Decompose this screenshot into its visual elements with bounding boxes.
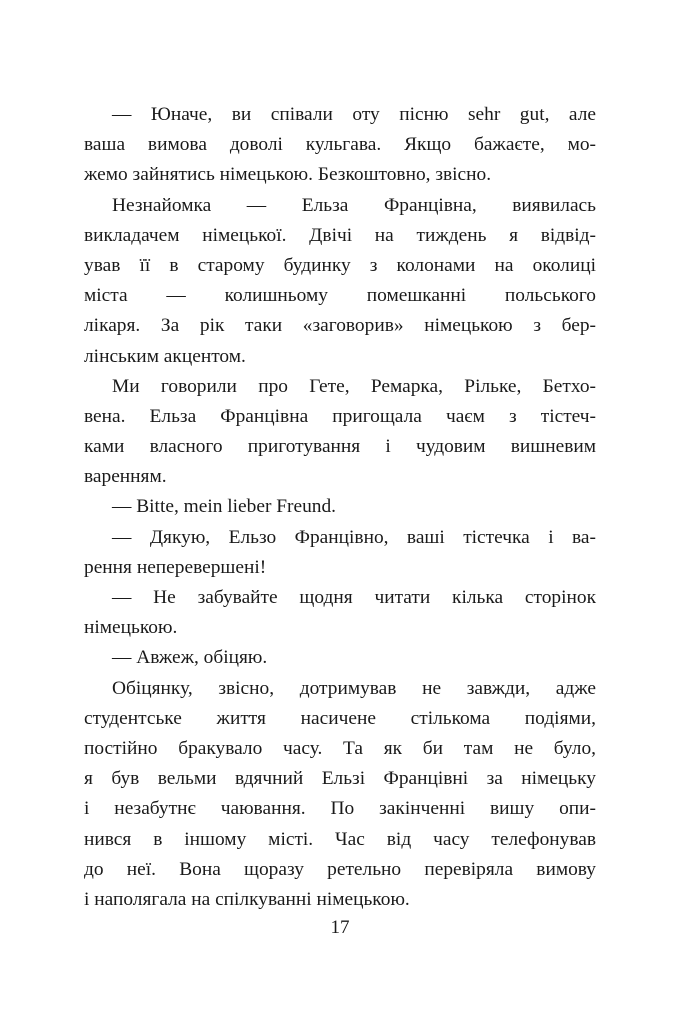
text-line: до неї. Вона щоразу ретельно перевіряла вимову: [84, 858, 596, 880]
text-line: рення неперевершені!: [84, 556, 267, 578]
text-line: ував її в старому будинку з колонами на околиці: [84, 254, 596, 276]
text-line: міста — колишньому помешканні польського: [84, 285, 596, 307]
text-line: студентське життя насичене стількома подіями,: [84, 707, 596, 729]
text-line: — Юначе, ви співали оту пісню sehr gut, але: [112, 104, 596, 125]
text-line: варенням.: [84, 466, 167, 488]
text-line: постійно бракувало часу. Та як би там не було,: [84, 737, 596, 759]
text-line: німецькою.: [84, 617, 178, 639]
text-line: — Авжеж, обіцяю.: [112, 647, 268, 669]
text-line: — Дякую, Ельзо Францівно, ваші тістечка і ва-: [112, 526, 596, 548]
text-line: ваша вимова доволі кульгава. Якщо бажаєте, мо-: [84, 134, 596, 156]
text-line: — Не забувайте щодня читати кілька сторінок: [112, 587, 596, 608]
text-line: і незабутнє чаювання. По закінченні вишу опи-: [84, 798, 596, 820]
text-line: я був вельми вдячний Ельзі Францівні за німецьку: [84, 768, 596, 790]
page-number: 17: [330, 917, 350, 938]
text-line: Ми говорили про Гете, Ремарка, Рільке, Бетхо-: [112, 375, 596, 397]
text-line: жемо зайнятись німецькою. Безкоштовно, звісно.: [84, 164, 492, 186]
page-text-block: [84, 100, 596, 915]
text-line: викладачем німецької. Двічі на тиждень я відвід-: [84, 224, 596, 246]
text-line: Незнайомка — Ельза Францівна, виявилась: [112, 194, 596, 216]
text-line: лікаря. За рік таки «заговорив» німецькою з бер-: [84, 315, 596, 337]
text-line: ками власного приготування і чудовим вишневим: [84, 436, 596, 458]
text-line: — Bitte, mein lieber Freund.: [112, 496, 337, 518]
text-line: нився в іншому місті. Час від часу телефонував: [84, 828, 596, 850]
text-line: лінським акцентом.: [84, 345, 246, 367]
text-line: вена. Ельза Францівна пригощала чаєм з тістеч-: [84, 405, 596, 427]
text-line: і наполягала на спілкуванні німецькою.: [84, 888, 410, 910]
text-line: Обіцянку, звісно, дотримував не завжди, адже: [112, 677, 596, 699]
